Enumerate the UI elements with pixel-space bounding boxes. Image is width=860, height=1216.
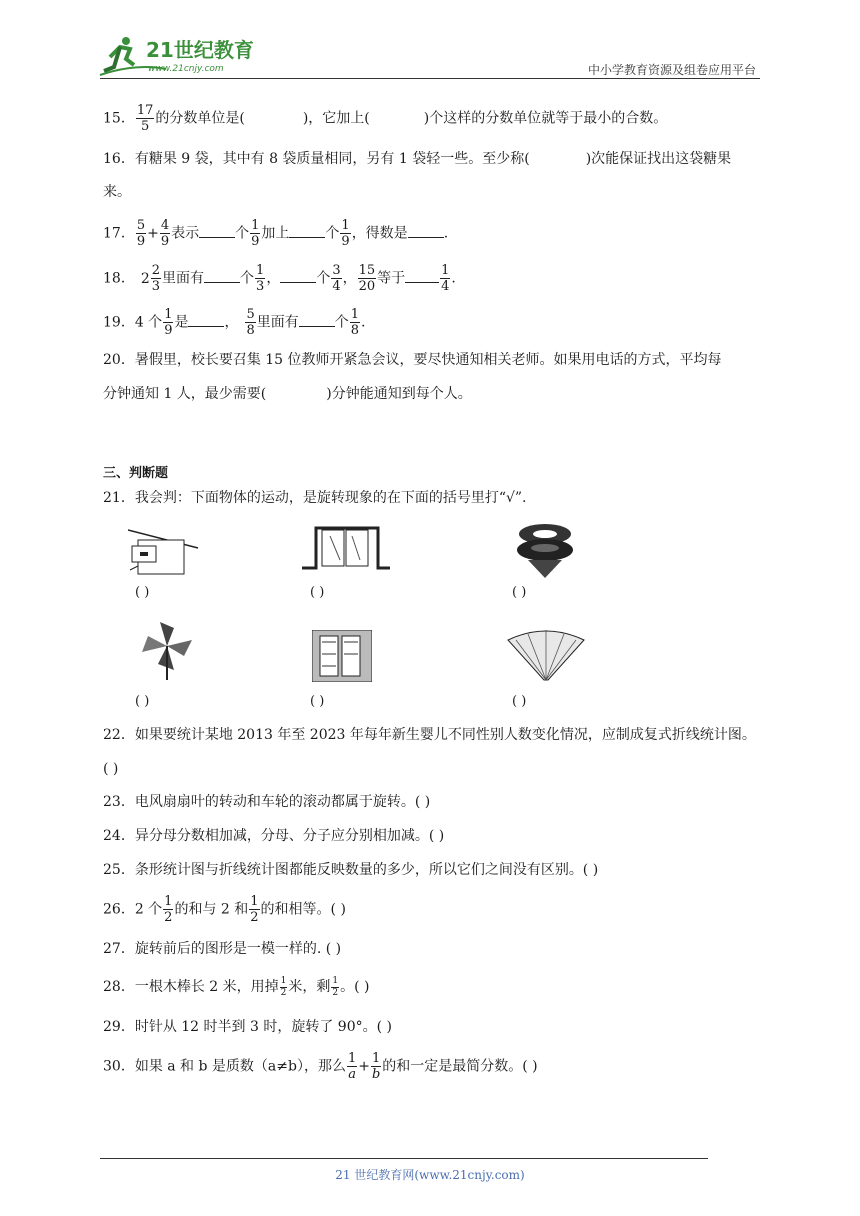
answer-paren-5[interactable]: ( ) — [310, 694, 325, 709]
header-divider — [100, 78, 760, 79]
question-16: 16．有糖果 9 袋，其中有 8 袋质量相同，另有 1 袋轻一些。至少称( )次能保证找出这袋糖果 — [103, 151, 732, 167]
logo — [96, 35, 266, 77]
pinwheel-icon — [138, 618, 196, 680]
question-22-paren[interactable]: ( ) — [103, 761, 119, 777]
question-20: 20．暑假里，校长要召集 15 位教师开紧急会议，要尽快通知相关老师。如果用电话的方式，平均每 — [103, 352, 722, 368]
footer-divider — [100, 1158, 708, 1159]
question-17: 17． $\frac{5}{9}$ + $\frac{4}{9}$ 表示 个 $\frac{1}{9}$ 加上 个 $\frac{1}{9}$ ，得数是 . — [103, 218, 449, 249]
question-29: 29．时针从 12 时半到 3 时，旋转了 90°。( ) — [103, 1019, 392, 1035]
question-25: 25．条形统计图与折线统计图都能反映数量的多少，所以它们之间没有区别。( ) — [103, 862, 599, 878]
question-16-cont: 来。 — [103, 184, 131, 200]
window-icon — [312, 630, 372, 682]
fan-icon — [506, 626, 586, 684]
footer-link[interactable]: 21 世纪教育网(www.21cnjy.com) — [335, 1168, 525, 1182]
question-22: 22．如果要统计某地 2013 年至 2023 年每年新生婴儿不同性别人数变化情况，应制成复式折线统计图。 — [103, 727, 756, 743]
answer-paren-3[interactable]: ( ) — [512, 585, 527, 600]
question-18: 18． 2 $\frac{2}{3}$ 里面有 个 $\frac{1}{3}$ ， 个 $\frac{3}{4}$ ， $\frac{15}{20}$ 等于 $\frac{1}{4}$ . — [103, 263, 456, 294]
answer-paren-2[interactable]: ( ) — [310, 585, 325, 600]
question-30: 30．如果 a 和 b 是质数（a≠b），那么 $\frac{1}{a}$ + $\frac{1}{b}$ 的和一定是最简分数。( ) — [103, 1051, 538, 1082]
drawer-icon — [128, 526, 200, 578]
question-20-cont: 分钟通知 1 人，最少需要( )分钟能通知到每个人。 — [103, 386, 472, 402]
question-15: 15． $\frac{17}{5}$ 的分数单位是( )，它加上( )个这样的分数单位就等于最小的合数。 — [103, 103, 668, 134]
section-title: 三、判断题 — [103, 466, 169, 481]
ring-stack-icon — [514, 520, 576, 580]
question-21: 21．我会判：下面物体的运动，是旋转现象的在下面的括号里打“√”. — [103, 490, 527, 506]
question-27: 27．旋转前后的图形是一模一样的. ( ) — [103, 941, 342, 957]
answer-paren-6[interactable]: ( ) — [512, 694, 527, 709]
question-26: 26．2 个 $\frac{1}{2}$ 的和与 2 和 $\frac{1}{2}$ 的和相等。( ) — [103, 894, 346, 925]
platform-name: 中小学教育资源及组卷应用平台 — [587, 63, 756, 77]
svg-text:www.21cnjy.com: www.21cnjy.com — [148, 64, 224, 74]
answer-paren-1[interactable]: ( ) — [135, 585, 150, 600]
answer-paren-4[interactable]: ( ) — [135, 694, 150, 709]
question-28: 28．一根木棒长 2 米，用掉 $\frac{1}{2}$ 米，剩 $\frac{1}{2}$ 。( ) — [103, 975, 370, 998]
door-icon — [300, 524, 392, 574]
svg-text:21世纪教育: 21世纪教育 — [146, 38, 254, 62]
question-19: 19．4 个 $\frac{1}{9}$ 是 ， $\frac{5}{8}$ 里面有 个 $\frac{1}{8}$ . — [103, 307, 366, 338]
question-24: 24．异分母分数相加减，分母、分子应分别相加减。( ) — [103, 828, 445, 844]
question-23: 23．电风扇扇叶的转动和车轮的滚动都属于旋转。( ) — [103, 794, 431, 810]
